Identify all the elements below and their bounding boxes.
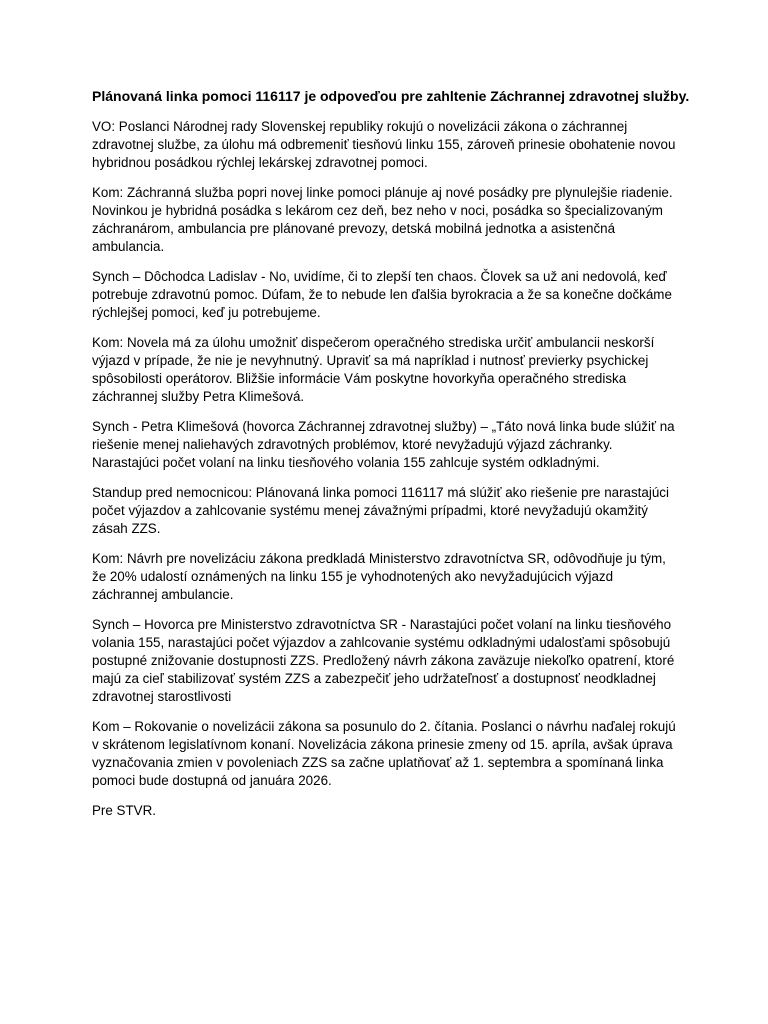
paragraph-synch-3: Synch – Hovorca pre Ministerstvo zdravotníctva SR - Narastajúci počet volaní na linku tiesňového volania 155, narastajúci počet výjazdov a zahlcovanie systému odkladnými udalosťami spôsobujú postupné znižovanie dostupnosti ZZS. Predložený návrh zákona zaväzuje niekoľko opatrení, ktoré majú za cieľ stabilizovať systém ZZS a zabezpečiť jeho udržateľnosť a dostupnosť neodkladnej zdravotnej starostlivosti (92, 617, 675, 704)
paragraph-kom-4: Kom – Rokovanie o novelizácii zákona sa posunulo do 2. čítania. Poslanci o návrhu naďalej rokujú v skrátenom legislatívnom konaní. Novelizácia zákona prinesie zmeny od 15. apríla, avšak úprava vyznačovania zmien v povoleniach ZZS sa začne uplatňovať až 1. septembra a spomínaná linka pomoci bude dostupná od januára 2026. (92, 719, 676, 788)
paragraph-standup: Standup pred nemocnicou: Plánovaná linka pomoci 116117 má slúžiť ako riešenie pre narastajúci počet výjazdov a zahlcovanie systému menej závažnými prípadmi, ktoré nevyžadujú okamžitý zásah ZZS. (92, 485, 669, 536)
paragraph-synch-2: Synch - Petra Klimešová (hovorca Záchrannej zdravotnej služby) – „Táto nová linka bude slúžiť na riešenie menej naliehavých zdravotných problémov, ktoré nevyžadujú výjazd záchranky. Narastajúci počet volaní na linku tiesňového volania 155 zahlcuje systém odkladnými. (92, 419, 675, 470)
paragraph-kom-1: Kom: Záchranná služba popri novej linke pomoci plánuje aj nové posádky pre plynulejšie riadenie. Novinkou je hybridná posádka s lekárom cez deň, bez neho v noci, posádka so špecializovaným záchranárom, ambulancia pre plánované prevozy, detská mobilná jednotka a asistenčná ambulancia. (92, 185, 673, 254)
paragraph-vo: VO: Poslanci Národnej rady Slovenskej republiky rokujú o novelizácii zákona o záchrannej zdravotnej službe, za úlohu má odbremeniť tiesňovú linku 155, zároveň prinesie obohatenie novou hybridnou posádkou rýchlej lekárskej zdravotnej pomoci. (92, 119, 676, 170)
paragraph-signoff: Pre STVR. (92, 803, 156, 818)
paragraph-kom-2: Kom: Novela má za úlohu umožniť dispečerom operačného strediska určiť ambulancii neskorší výjazd v prípade, že nie je nevyhnutný. Upraviť sa má napríklad i nutnosť previerky psychickej spôsobilosti operátorov. Bližšie informácie Vám poskytne hovorkyňa operačného strediska záchrannej služby Petra Klimešová. (92, 335, 655, 404)
paragraph-kom-3: Kom: Návrh pre novelizáciu zákona predkladá Ministerstvo zdravotníctva SR, odôvodňuje ju tým, že 20% udalostí oznámených na linku 155 je vyhodnotených ako nevyžadujúcich výjazd záchrannej ambulancie. (92, 551, 666, 602)
paragraph-synch-1: Synch – Dôchodca Ladislav - No, uvidíme, či to zlepší ten chaos. Človek sa už ani nedovolá, keď potrebuje zdravotnú pomoc. Dúfam, že to nebude len ďalšia byrokracia a že sa konečne dočkáme rýchlejšej pomoci, keď ju potrebujeme. (92, 269, 672, 320)
document-title: Plánovaná linka pomoci 116117 je odpoveďou pre zahltenie Záchrannej zdravotnej služby. (92, 88, 690, 104)
